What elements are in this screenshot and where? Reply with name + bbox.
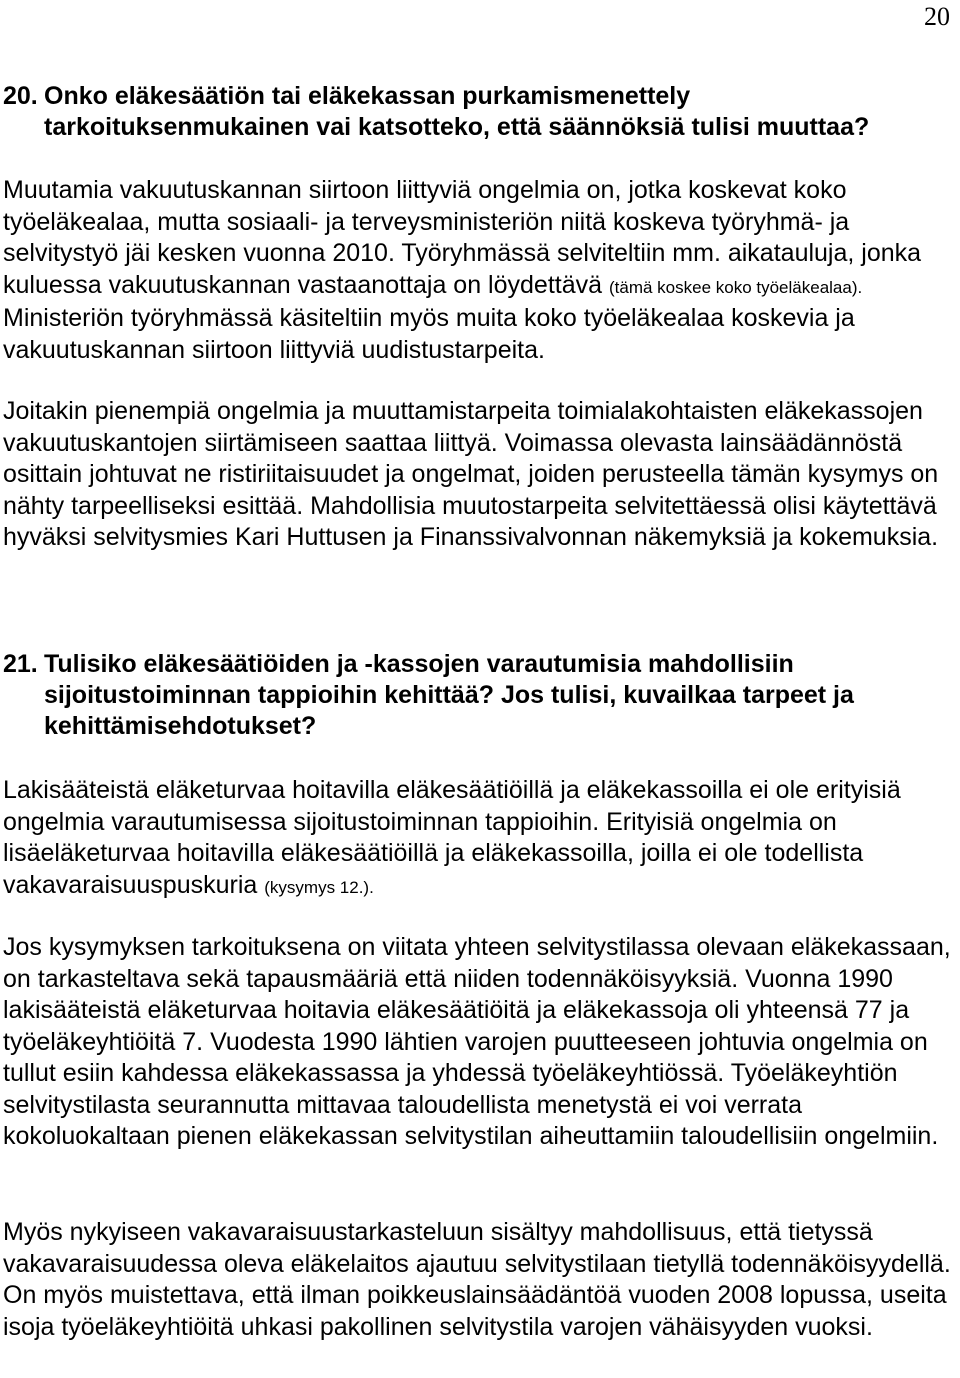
q21-paragraph-1-note: (kysymys 12.). [264, 877, 374, 897]
question-21-number: 21. [3, 650, 38, 678]
page-number: 20 [924, 2, 950, 31]
q21-paragraph-1-text: Lakisääteistä eläketurvaa hoitavilla eläkesäätiöillä ja eläkekassoilla ei ole erityisiä ongelmia varautumisessa sijoitustoiminnan tappioihin. Erityisiä ongelmia on lisäeläketurvaa hoitavilla eläkesäätiöillä ja eläkekassoilla, joilla ei ole todellista vakavaraisuuspuskuria [3, 776, 901, 899]
q21-paragraph-1 [3, 775, 953, 903]
q20-paragraph-1-text-1: Muutamia vakuutuskannan siirtoon liittyviä ongelmia on, jotka koskevat koko työeläkealaa, mutta sosiaali- ja terveysministeriön niitä koskeva työryhmä- ja selvitystyö jäi kesken vuonna 2010. Työryhmässä selviteltiin mm. aikatauluja, jonka kuluessa vakuutuskannan vastaanottaja on löydettävä [3, 176, 922, 299]
q21-paragraph-3: Myös nykyiseen vakavaraisuustarkasteluun sisältyy mahdollisuus, että tietyssä vakavaraisuudessa oleva eläkelaitos ajautuu selvitystilaan tietyllä todennäköisyydellä. On myös muistettava, että ilman poikkeuslainsäädäntöä vuoden 2008 lopussa, useita isoja työeläkeyhtiöitä uhkasi pakollinen selvitystila varojen vähäisyyden vuoksi. [3, 1218, 951, 1341]
q20-paragraph-1-note: (tämä koskee koko työeläkealaa). [608, 277, 863, 297]
q20-paragraph-1 [3, 175, 953, 366]
question-21-title: Tulisiko eläkesäätiöiden ja -kassojen varautumisia mahdollisiin sijoitustoiminnan tappioihin kehittää? Jos tulisi, kuvailkaa tarpeet ja kehittämisehdotukset? [44, 650, 854, 740]
q20-paragraph-2: Joitakin pienempiä ongelmia ja muuttamistarpeita toimialakohtaisten eläkekassojen vakuutuskantojen siirtämiseen saattaa liittyä. Voimassa olevasta lainsäädännöstä osittain johtuvat ne ristiriitaisuudet ja ongelmat, joiden perusteella tämän kysymys on nähty tarpeelliseksi esittää. Mahdollisia muutostarpeita selvitettäessä olisi käytettävä hyväksi selvitysmies Kari Huttusen ja Finanssivalvonnan näkemyksiä ja kokemuksia. [3, 397, 939, 551]
question-20-heading [0, 81, 950, 143]
question-20-title: Onko eläkesäätiön tai eläkekassan purkamismenettely tarkoituksenmukainen vai katsotteko, että säännöksiä tulisi muuttaa? [44, 82, 870, 141]
question-20-number: 20. [3, 82, 38, 110]
question-21-heading [0, 649, 950, 742]
q21-paragraph-2: Jos kysymyksen tarkoituksena on viitata yhteen selvitystilassa olevaan eläkekassaan, on tarkasteltava sekä tapausmääriä että niiden todennäköisyyksiä. Vuonna 1990 lakisääteistä eläketurvaa hoitavia eläkesäätiöitä ja eläkekassoja oli yhteensä 77 ja työeläkeyhtiöitä 7. Vuodesta 1990 lähtien varojen puutteeseen johtuvia ongelmia on tullut esiin kahdessa eläkekassassa ja yhdessä työeläkeyhtiössä. Työeläkeyhtiön selvitystilasta seurannutta mittavaa taloudellista menetystä ei voi verrata kokoluokaltaan pienen eläkekassan selvitystilan aiheuttamiin taloudellisiin ongelmiin. [3, 933, 951, 1150]
q20-paragraph-1-text-2: Ministeriön työryhmässä käsiteltiin myös muita koko työeläkealaa koskevia ja vakuutuskannan siirtoon liittyviä uudistustarpeita. [3, 304, 855, 364]
